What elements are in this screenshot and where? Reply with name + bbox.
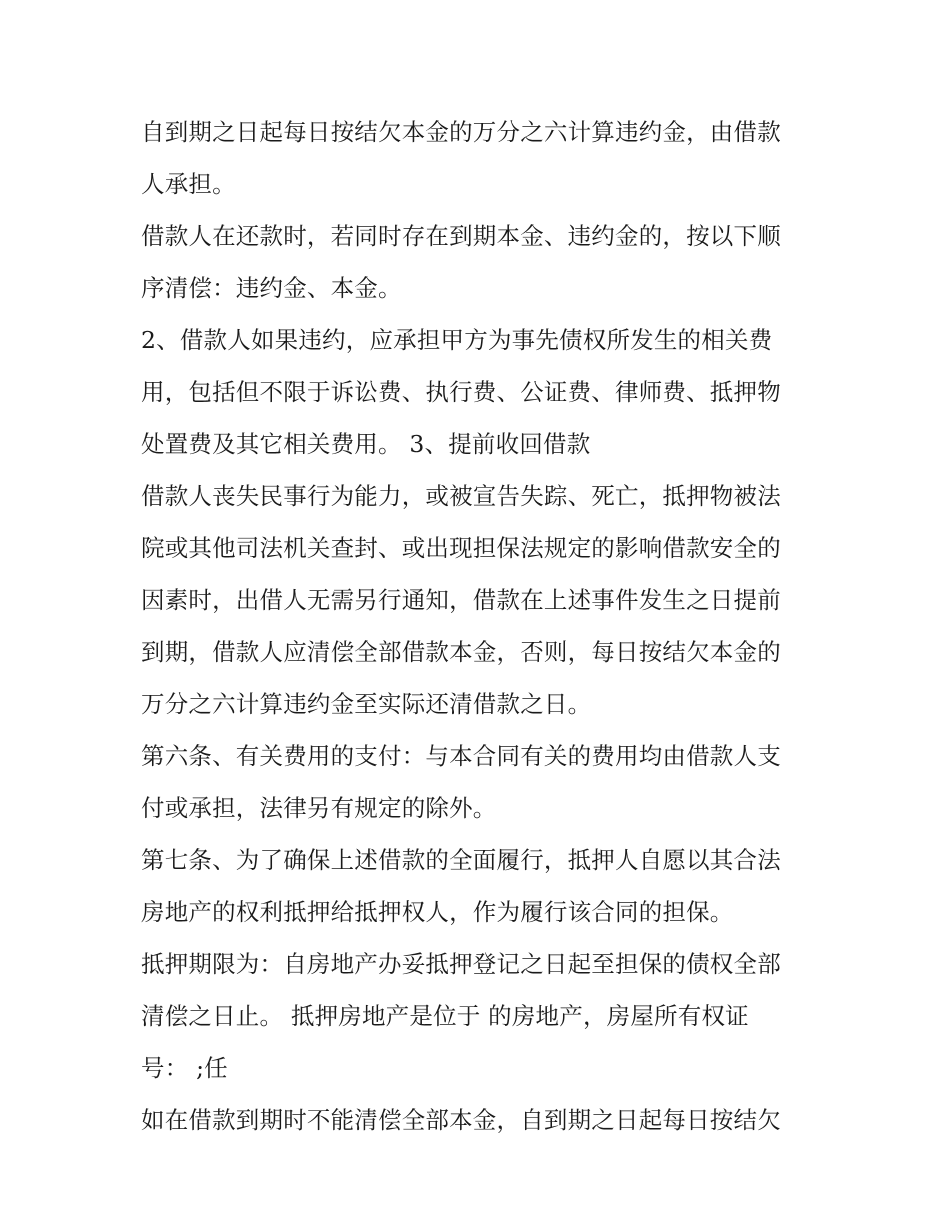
text-line: 第六条、有关费用的支付：与本合同有关的费用均由借款人支 xyxy=(141,742,781,770)
text-line: 借款人丧失民事行为能力，或被宣告失踪、死亡，抵押物被法 xyxy=(141,482,781,510)
text-line: 到期，借款人应清偿全部借款本金，否则，每日按结欠本金的 xyxy=(141,638,781,666)
text-line: 借款人在还款时，若同时存在到期本金、违约金的，按以下顺 xyxy=(141,222,781,250)
text-line: 处置费及其它相关费用。 3、提前收回借款 xyxy=(141,430,591,458)
text-line: 号： ;任 xyxy=(141,1054,228,1082)
contract-text-body xyxy=(141,106,821,1146)
text-line: 第七条、为了确保上述借款的全面履行，抵押人自愿以其合法 xyxy=(141,846,781,874)
text-line: 人承担。 xyxy=(141,170,236,198)
text-line: 序清偿：违约金、本金。 xyxy=(141,274,402,302)
text-line: 如在借款到期时不能清偿全部本金，自到期之日起每日按结欠 xyxy=(141,1106,781,1134)
text-line: 万分之六计算违约金至实际还清借款之日。 xyxy=(141,690,592,718)
text-line: 付或承担，法律另有规定的除外。 xyxy=(141,794,497,822)
text-line: 因素时，出借人无需另行通知，借款在上述事件发生之日提前 xyxy=(141,586,781,614)
text-line: 2、借款人如果违约，应承担甲方为事先债权所发生的相关费 xyxy=(141,326,773,354)
text-line: 用，包括但不限于诉讼费、执行费、公证费、律师费、抵押物 xyxy=(141,378,781,406)
text-line: 院或其他司法机关查封、或出现担保法规定的影响借款安全的 xyxy=(141,534,781,562)
text-line: 房地产的权利抵押给抵押权人，作为履行该合同的担保。 xyxy=(141,898,734,926)
text-line: 抵押期限为：自房地产办妥抵押登记之日起至担保的债权全部 xyxy=(141,950,781,978)
text-line: 自到期之日起每日按结欠本金的万分之六计算违约金，由借款 xyxy=(141,118,781,146)
text-line: 清偿之日止。 抵押房地产是位于 的房地产，房屋所有权证 xyxy=(141,1002,749,1030)
